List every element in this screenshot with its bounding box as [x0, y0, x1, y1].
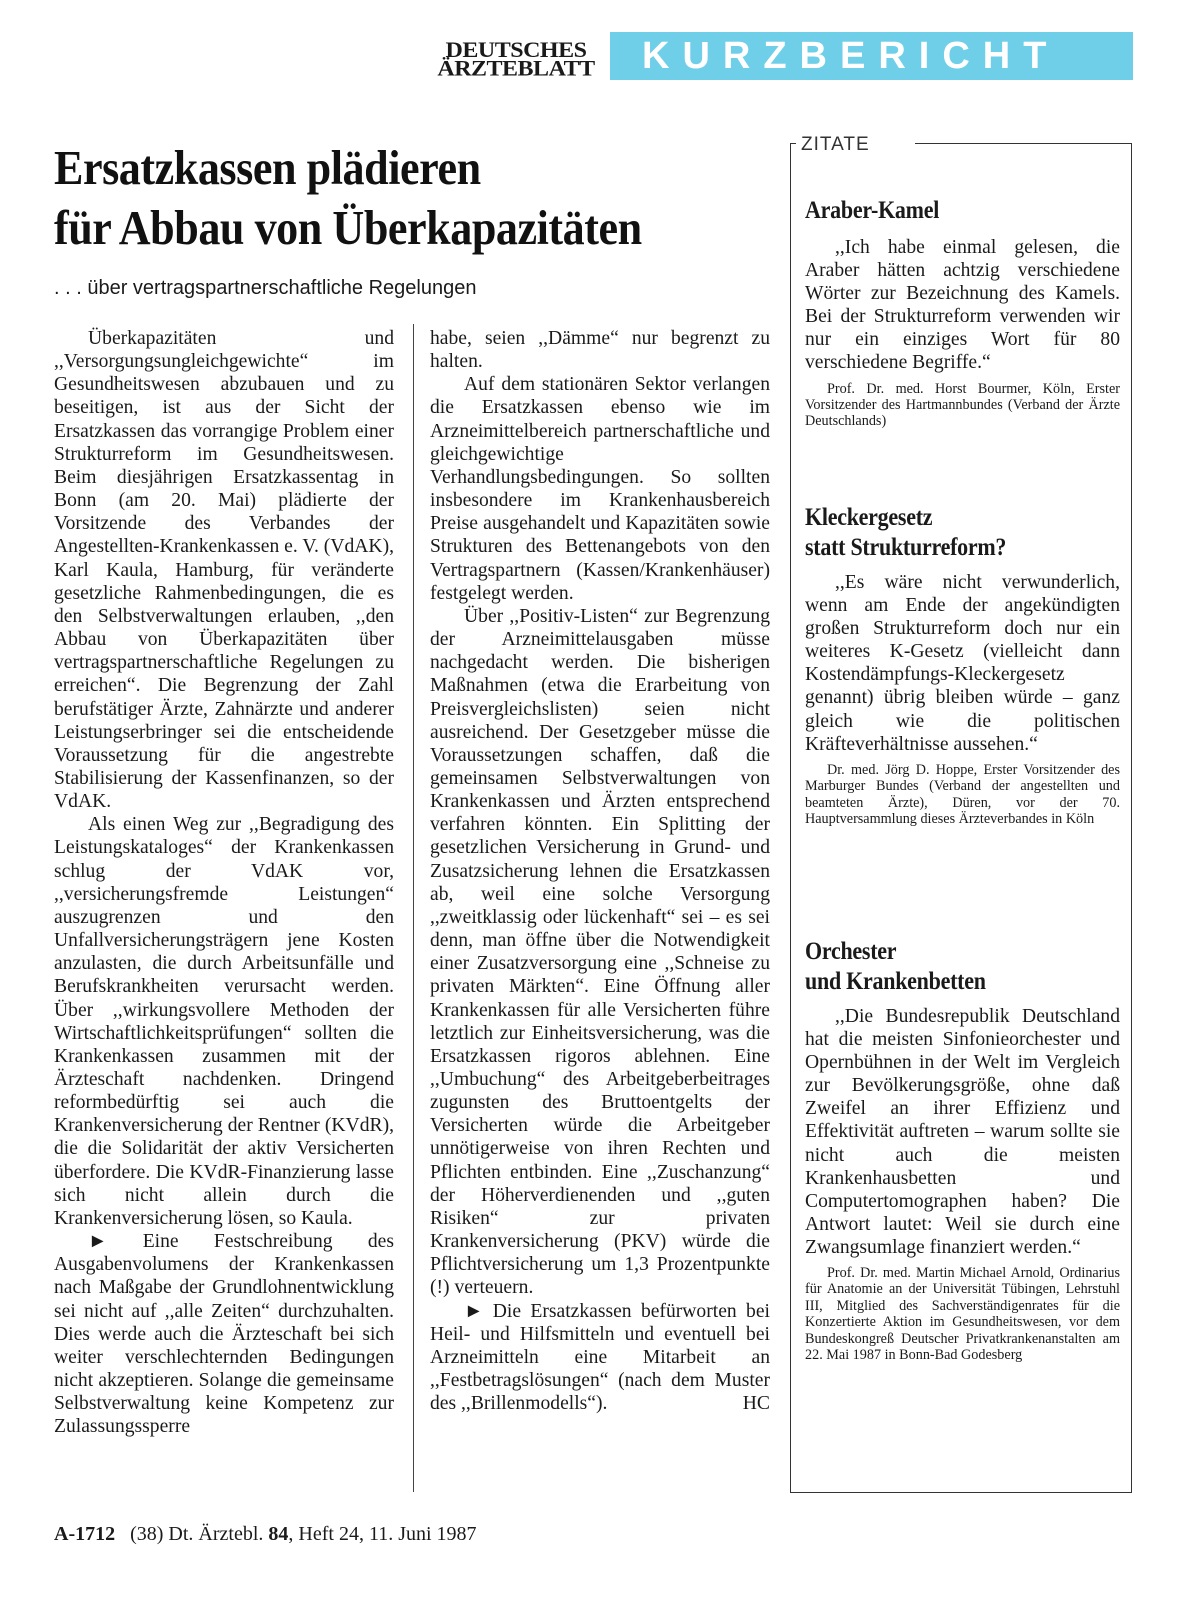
quote-3 [805, 937, 1120, 1363]
headline-line-1: Ersatzkassen plädieren [54, 140, 481, 195]
quote-paragraph: ,,Die Bundesrepublik Deutschland hat die meisten Sinfonieorchester und Opernbühnen in der Welt im Vergleich zur Bevölkerungsgröße, ohne daß Zweifel an ihrer Effizienz und Effektivität auftreten – warum sollte sie nicht auch die meisten Krankenhausbetten und Computertomographen haben? Die Antwort lautet: Weil sie durch eine Zwangsumlage finanziert werden.“ [805, 1006, 1120, 1258]
article-column-2 [430, 327, 770, 1416]
quotes-label: ZITATE [801, 134, 870, 155]
masthead-logo [427, 38, 605, 82]
article-column-1 [54, 327, 394, 1439]
quote-attribution: Dr. med. Jörg D. Hoppe, Erster Vorsitzender des Marburger Bundes (Verband der angestellten und beamteten Ärzte), Düren, vor der 70. Hauptversammlung dieses Ärzteverbandes in Köln [805, 761, 1120, 827]
logo-line-2: ÄRZTEBLATT [437, 57, 595, 82]
quote-attribution: Prof. Dr. med. Horst Bourmer, Köln, Erster Vorsitzender des Hartmannbundes (Verband der Ärzte Deutschlands) [805, 380, 1120, 430]
paragraph: Auf dem stationären Sektor verlangen die Ersatzkassen ebenso wie im Arzneimittelbereich partnerschaftliche und gleichgewichtige Verhandlungsbedingungen. So sollten insbesondere im Krankenhausbereich Preise ausgehandelt und Kapazitäten sowie Strukturen des Bettenangebots von den Vertragspartnern (Kassen/Krankenhäuser) festgelegt werden. [430, 374, 770, 604]
quote-title-line: Orchester [805, 938, 897, 965]
box-rule [915, 143, 1132, 144]
quote-text [805, 1005, 1120, 1259]
author-signature: HC [742, 1393, 770, 1415]
volume-number: 84 [268, 1523, 289, 1545]
paragraph: Über ,,Positiv-Listen“ zur Begrenzung der Arzneimittelausgaben müsse nachgedacht werden. Die bisherigen Maßnahmen (etwa die Erarbeitung von Preisvergleichslisten) seien nicht ausreichend. Der Gesetzgeber müsse die Voraussetzungen schaffen, daß die gemeinsamen Selbstverwaltungen von Krankenkassen und Ärzten entsprechend verfahren könnten. Ein Splitting der gesetzlichen Versicherung in Grund- und Zusatzsicherung lehnen die Ersatzkassen ab, weil eine solche Versorgung ,,zweitklassig oder lückenhaft“ sei – es sei denn, man öffne über die Notwendigkeit einer Zusatzversorgung eine ,,Schneise zu privaten Märkten“. Eine Öffnung aller Krankenkassen für alle Versicherten führe letztlich zur Einheitsversicherung, was die Ersatzkassen rigoros ablehnen. Eine ,,Umbuchung“ des Arbeitgeberbeitrages zugunsten des Bruttoentgelts der Versicherten würde die Arbeitgeber unnötigerweise von ihren Rechten und Pflichten entbinden. Eine ,,Zuschanzung“ der Höherverdienenden und ,,guten Risiken“ zur privaten Krankenversicherung (PKV) würde die Pflichtversicherung um 1,3 Prozentpunkte (!) verteuern. [430, 605, 770, 1299]
page-number: A-1712 [54, 1523, 116, 1545]
paragraph: Als einen Weg zur ,,Begradigung des Leistungskataloges“ der Krankenkassen schlug der VdAK vor, ,,versicherungsfremde Leistungen“ auszugrenzen und den Unfallversicherungsträgern jene Kosten anzulasten, die durch Arbeitsunfälle und Berufskrankheiten verursacht werden. Über ,,wirkungsvollere Methoden der Wirtschaftlichkeitsprüfungen“ sollten die Krankenkassen zusammen mit der Ärzteschaft nachdenken. Dringend reformbedürftig sei auch die Krankenversicherung der Rentner (KVdR), die die Solidarität der aktiv Versicherten überfordere. Die KVdR-Finanzierung lasse sich nicht allein durch die Krankenversicherung lösen, so Kaula. [54, 814, 394, 1229]
quote-text [805, 571, 1120, 756]
quote-title-line: Kleckergesetz [805, 504, 933, 531]
box-rule [790, 143, 796, 144]
quote-title: Araber-Kamel [805, 197, 940, 224]
paragraph: ► Eine Festschreibung des Ausgabenvolumens der Krankenkassen nach Maßgabe der Grundlohnentwicklung sei nicht auf ,,alle Zeiten“ durchzuhalten. Dies werde auch die Ärzteschaft bei sich weiter verschlechternden Bedingungen nicht akzeptieren. Solange die gemeinsame Selbstverwaltung keine Kompetenz zur Zulassungssperre [54, 1231, 394, 1438]
citation-post: , Heft 24, 11. Juni 1987 [288, 1523, 477, 1545]
section-kicker: KURZBERICHT [610, 32, 1133, 80]
page-footer [54, 1522, 854, 1546]
quote-attribution: Prof. Dr. med. Martin Michael Arnold, Ordinarius für Anatomie an der Universität Tübingen, Lehrstuhl III, Mitglied des Sachverständigenrates für die Konzertierte Aktion im Gesundheitswesen, vor dem Bundeskongreß Deutscher Privatkrankenanstalten am 22. Mai 1987 in Bonn-Bad Godesberg [805, 1265, 1120, 1364]
quote-title-line: statt Strukturreform? [805, 534, 1007, 561]
quote-1 [805, 196, 1120, 430]
paragraph: ► Die Ersatzkassen befürworten bei Heil- und Hilfsmitteln und eventuell bei Arzneimitteln eine Mitarbeit an ,,Festbetragslösungen“ (nach dem Muster des ,,Brillenmodells“). [430, 1300, 770, 1415]
paragraph: Überkapazitäten und ,,Versorgungsungleichgewichte“ im Gesundheitswesen abzubauen und zu beseitigen, ist aus der Sicht der Ersatzkassen das vorrangige Problem einer Strukturreform im Gesundheitswesen. Beim diesjährigen Ersatzkassentag in Bonn (am 20. Mai) plädierte der Vorsitzende des Verbandes der Angestellten-Krankenkassen e. V. (VdAK), Karl Kaula, Hamburg, für veränderte gesetzliche Rahmenbedingungen, die es den Selbstverwaltungen erlauben, ,,den Abbau von Überkapazitäten über vertragspartnerschaftliche Regelungen zu erreichen“. Die Begrenzung der Zahl berufstätiger Ärzte, Zahnärzte und anderer Leistungserbringer sei die entscheidende Voraussetzung für die angestrebte Stabilisierung der Kassenfinanzen, so der VdAK. [54, 328, 394, 813]
headline-line-2: für Abbau von Überkapazitäten [54, 200, 642, 255]
quote-text [805, 236, 1120, 375]
paragraph-continuation: habe, seien ,,Dämme“ nur begrenzt zu halten. [430, 328, 770, 373]
citation-pre: (38) Dt. Ärztebl. [130, 1523, 264, 1545]
column-divider [413, 324, 414, 1492]
article-headline [54, 138, 794, 258]
quote-paragraph: ,,Ich habe einmal gelesen, die Araber hätten achtzig verschiedene Wörter zur Bezeichnung des Kamels. Bei der Strukturreform verwenden wir nur ein einziges Wort für 80 verschiedene Begriffe.“ [805, 237, 1120, 374]
logo-line-1: DEUTSCHES [445, 38, 587, 63]
article-subheadline: . . . über vertragspartnerschaftliche Regelungen [54, 277, 477, 299]
quote-paragraph: ,,Es wäre nicht verwunderlich, wenn am Ende der angekündigten großen Strukturreform doch nur ein weiteres K-Gesetz (vielleicht dann Kostendämpfungs-Kleckergesetz genannt) übrig bleiben würde – ganz gleich wie die politischen Kräfteverhältnisse aussehen.“ [805, 572, 1120, 755]
quote-title-line: und Krankenbetten [805, 968, 986, 995]
quote-2 [805, 503, 1120, 827]
